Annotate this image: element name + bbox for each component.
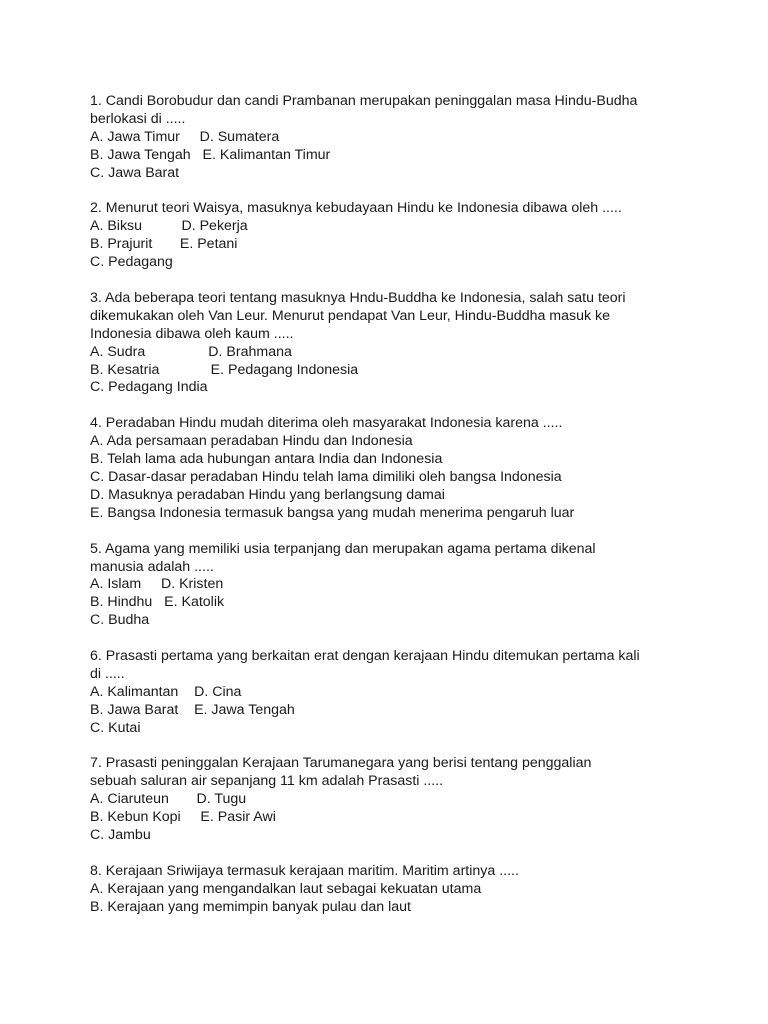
- question-text: 2. Menurut teori Waisya, masuknya kebudayaan Hindu ke Indonesia dibawa oleh .....: [90, 200, 622, 217]
- question-5: [90, 541, 690, 631]
- answer-options: B. Kesatria E. Pedagang Indonesia: [90, 361, 359, 378]
- answer-options: A. Biksu D. Pekerja: [90, 218, 248, 235]
- question-6: [90, 648, 690, 738]
- answer-options: B. Jawa Tengah E. Kalimantan Timur: [90, 146, 331, 163]
- question-text: 5. Agama yang memiliki usia terpanjang dan merupakan agama pertama dikenal: [90, 540, 596, 557]
- answer-options: C. Jawa Barat: [90, 164, 180, 181]
- question-text: di .....: [90, 665, 125, 682]
- answer-option: E. Bangsa Indonesia termasuk bangsa yang mudah menerima pengaruh luar: [90, 504, 575, 521]
- question-text: 3. Ada beberapa teori tentang masuknya Hndu-Buddha ke Indonesia, salah satu teori: [90, 289, 626, 306]
- question-8: [90, 863, 690, 917]
- question-text: 8. Kerajaan Sriwijaya termasuk kerajaan maritim. Maritim artinya .....: [90, 862, 519, 879]
- question-text: berlokasi di .....: [90, 110, 186, 127]
- question-2: [90, 200, 690, 272]
- question-7: [90, 755, 690, 845]
- answer-option: A. Kerajaan yang mengandalkan laut sebagai kekuatan utama: [90, 880, 482, 897]
- question-3: [90, 290, 690, 397]
- question-text: Indonesia dibawa oleh kaum .....: [90, 325, 294, 342]
- question-text: sebuah saluran air sepanjang 11 km adalah Prasasti .....: [90, 773, 444, 790]
- answer-options: C. Pedagang India: [90, 379, 208, 396]
- question-text: 4. Peradaban Hindu mudah diterima oleh masyarakat Indonesia karena .....: [90, 415, 563, 432]
- answer-options: C. Pedagang: [90, 254, 173, 271]
- answer-option: A. Ada persamaan peradaban Hindu dan Indonesia: [90, 433, 413, 450]
- question-1: [90, 93, 690, 183]
- question-4: [90, 415, 690, 522]
- question-list: [90, 93, 690, 934]
- answer-options: B. Jawa Barat E. Jawa Tengah: [90, 701, 295, 718]
- question-text: 1. Candi Borobudur dan candi Prambanan merupakan peninggalan masa Hindu-Budha: [90, 93, 638, 109]
- answer-option: D. Masuknya peradaban Hindu yang berlangsung damai: [90, 486, 445, 503]
- question-text: manusia adalah .....: [90, 558, 214, 575]
- answer-option: C. Dasar-dasar peradaban Hindu telah lama dimiliki oleh bangsa Indonesia: [90, 468, 562, 485]
- answer-options: A. Ciaruteun D. Tugu: [90, 791, 247, 808]
- answer-option: B. Kerajaan yang memimpin banyak pulau dan laut: [90, 898, 411, 915]
- answer-options: B. Prajurit E. Petani: [90, 236, 238, 253]
- answer-options: B. Kebun Kopi E. Pasir Awi: [90, 809, 276, 826]
- question-text: dikemukakan oleh Van Leur. Menurut pendapat Van Leur, Hindu-Buddha masuk ke: [90, 307, 611, 324]
- answer-options: A. Jawa Timur D. Sumatera: [90, 128, 280, 145]
- answer-options: B. Hindhu E. Katolik: [90, 594, 225, 611]
- answer-options: A. Sudra D. Brahmana: [90, 343, 292, 360]
- answer-option: B. Telah lama ada hubungan antara India dan Indonesia: [90, 451, 443, 468]
- answer-options: A. Islam D. Kristen: [90, 576, 224, 593]
- answer-options: C. Budha: [90, 612, 150, 629]
- question-text: 6. Prasasti pertama yang berkaitan erat dengan kerajaan Hindu ditemukan pertama kali: [90, 648, 640, 665]
- question-text: 7. Prasasti peninggalan Kerajaan Tarumanegara yang berisi tentang penggalian: [90, 755, 592, 772]
- answer-options: C. Jambu: [90, 827, 151, 844]
- answer-options: A. Kalimantan D. Cina: [90, 683, 242, 700]
- answer-options: C. Kutai: [90, 719, 141, 736]
